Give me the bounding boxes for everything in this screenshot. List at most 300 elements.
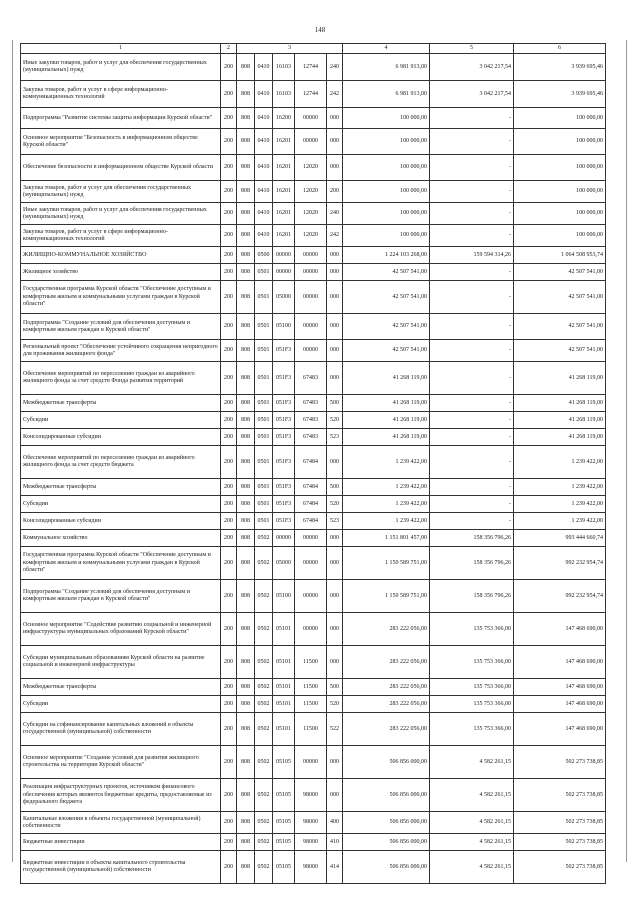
- code-program: 051F3: [273, 496, 295, 513]
- amount-executed: -: [430, 395, 514, 412]
- amount-approved: 1 151 801 457,00: [343, 530, 430, 547]
- amount-remaining: 147 468 690,00: [514, 713, 606, 746]
- code-division: 0501: [255, 513, 273, 530]
- code-program: 00000: [273, 264, 295, 281]
- code-expense-type: 000: [327, 746, 343, 779]
- row-name: Межбюджетные трансферты: [21, 679, 221, 696]
- code-direction: 67483: [295, 429, 327, 446]
- amount-remaining: 42 507 541,00: [514, 314, 606, 340]
- code-section: 200: [221, 713, 237, 746]
- code-section: 200: [221, 314, 237, 340]
- amount-remaining: 147 468 690,00: [514, 613, 606, 646]
- amount-remaining: 3 939 695,46: [514, 54, 606, 81]
- code-expense-type: 000: [327, 340, 343, 362]
- code-expense-type: 000: [327, 108, 343, 129]
- code-direction: 00000: [295, 281, 327, 314]
- row-name: Консолидированные субсидии: [21, 513, 221, 530]
- code-section: 200: [221, 81, 237, 108]
- code-direction: 00000: [295, 547, 327, 580]
- code-expense-type: 000: [327, 155, 343, 181]
- code-section: 200: [221, 446, 237, 479]
- code-section: 200: [221, 479, 237, 496]
- code-ministry: 808: [237, 713, 255, 746]
- amount-approved: 6 981 913,00: [343, 81, 430, 108]
- code-ministry: 808: [237, 129, 255, 155]
- table-row: [21, 108, 606, 129]
- code-section: 200: [221, 203, 237, 225]
- amount-executed: -: [430, 479, 514, 496]
- amount-executed: 158 356 796,26: [430, 580, 514, 613]
- amount-remaining: 42 507 541,00: [514, 264, 606, 281]
- amount-approved: 1 239 422,00: [343, 479, 430, 496]
- code-direction: 67483: [295, 412, 327, 429]
- amount-remaining: 100 000,00: [514, 155, 606, 181]
- table-row: [21, 613, 606, 646]
- amount-executed: -: [430, 496, 514, 513]
- code-ministry: 808: [237, 496, 255, 513]
- row-name: Основное мероприятие "Безопасность в информационном обществе Курской области": [21, 129, 221, 155]
- table-row: [21, 696, 606, 713]
- code-direction: 12744: [295, 54, 327, 81]
- table-row: [21, 225, 606, 247]
- row-name: Основное мероприятие "Содействие развитию социальной и инженерной инфраструктуры муниципальных образований Курской области": [21, 613, 221, 646]
- code-direction: 67484: [295, 446, 327, 479]
- code-program: 05101: [273, 613, 295, 646]
- amount-approved: 1 150 589 751,00: [343, 580, 430, 613]
- code-direction: 67484: [295, 496, 327, 513]
- code-direction: 98000: [295, 834, 327, 851]
- code-direction: 00000: [295, 580, 327, 613]
- code-section: 200: [221, 746, 237, 779]
- code-section: 200: [221, 646, 237, 679]
- code-section: 200: [221, 108, 237, 129]
- scan-left-edge: [12, 40, 13, 862]
- amount-remaining: 100 000,00: [514, 203, 606, 225]
- row-name: Жилищное хозяйство: [21, 264, 221, 281]
- table-row: [21, 203, 606, 225]
- code-direction: 11500: [295, 679, 327, 696]
- code-direction: 67484: [295, 479, 327, 496]
- code-ministry: 808: [237, 613, 255, 646]
- code-direction: 00000: [295, 530, 327, 547]
- code-program: 05000: [273, 281, 295, 314]
- amount-remaining: 100 000,00: [514, 108, 606, 129]
- row-name: Субсидии: [21, 412, 221, 429]
- code-division: 0502: [255, 613, 273, 646]
- code-division: 0502: [255, 779, 273, 812]
- amount-remaining: 41 268 119,00: [514, 412, 606, 429]
- code-ministry: 808: [237, 247, 255, 264]
- amount-approved: 100 000,00: [343, 155, 430, 181]
- code-ministry: 808: [237, 181, 255, 203]
- code-division: 0410: [255, 81, 273, 108]
- code-program: 16103: [273, 81, 295, 108]
- amount-remaining: 1 239 422,00: [514, 446, 606, 479]
- code-expense-type: 500: [327, 479, 343, 496]
- code-ministry: 808: [237, 362, 255, 395]
- amount-executed: 135 753 366,00: [430, 679, 514, 696]
- amount-remaining: 100 000,00: [514, 129, 606, 155]
- code-ministry: 808: [237, 446, 255, 479]
- row-name: Обеспечение безопасности в информационном обществе Курской области: [21, 155, 221, 181]
- amount-approved: 1 239 422,00: [343, 496, 430, 513]
- code-section: 200: [221, 580, 237, 613]
- amount-executed: -: [430, 108, 514, 129]
- table-row: [21, 314, 606, 340]
- row-name: Межбюджетные трансферты: [21, 479, 221, 496]
- amount-executed: 4 582 261,15: [430, 812, 514, 834]
- code-direction: 67484: [295, 513, 327, 530]
- code-section: 200: [221, 225, 237, 247]
- table-row: [21, 812, 606, 834]
- amount-executed: -: [430, 203, 514, 225]
- amount-executed: 135 753 366,00: [430, 713, 514, 746]
- row-name: Государственная программа Курской области "Обеспечение доступным и комфортным жильем и коммунальными услугами граждан в Курской области": [21, 547, 221, 580]
- table-row: [21, 530, 606, 547]
- table-row: [21, 851, 606, 884]
- code-ministry: 808: [237, 281, 255, 314]
- amount-executed: 4 582 261,15: [430, 834, 514, 851]
- code-ministry: 808: [237, 513, 255, 530]
- code-division: 0502: [255, 646, 273, 679]
- amount-executed: 3 042 217,54: [430, 54, 514, 81]
- amount-approved: 41 268 119,00: [343, 412, 430, 429]
- table-row: [21, 429, 606, 446]
- code-direction: 98000: [295, 812, 327, 834]
- amount-approved: 506 856 000,00: [343, 746, 430, 779]
- code-section: 200: [221, 613, 237, 646]
- amount-remaining: 42 507 541,00: [514, 281, 606, 314]
- amount-remaining: 1 239 422,00: [514, 479, 606, 496]
- code-section: 200: [221, 54, 237, 81]
- code-expense-type: 414: [327, 851, 343, 884]
- amount-executed: 4 582 261,15: [430, 746, 514, 779]
- code-section: 200: [221, 834, 237, 851]
- code-direction: 11500: [295, 713, 327, 746]
- code-program: 051F3: [273, 429, 295, 446]
- amount-approved: 506 856 000,00: [343, 779, 430, 812]
- table-row: [21, 513, 606, 530]
- row-name: Консолидированные субсидии: [21, 429, 221, 446]
- code-program: 05105: [273, 746, 295, 779]
- table-row: [21, 81, 606, 108]
- code-ministry: 808: [237, 746, 255, 779]
- code-expense-type: 242: [327, 81, 343, 108]
- code-division: 0501: [255, 395, 273, 412]
- amount-executed: 158 356 796,26: [430, 547, 514, 580]
- code-expense-type: 240: [327, 203, 343, 225]
- code-direction: 00000: [295, 314, 327, 340]
- code-expense-type: 410: [327, 834, 343, 851]
- budget-table: [20, 43, 606, 884]
- code-section: 200: [221, 779, 237, 812]
- table-row: [21, 362, 606, 395]
- amount-remaining: 992 232 954,74: [514, 580, 606, 613]
- code-expense-type: 000: [327, 281, 343, 314]
- amount-remaining: 100 000,00: [514, 225, 606, 247]
- code-program: 051F3: [273, 479, 295, 496]
- amount-executed: -: [430, 264, 514, 281]
- code-division: 0502: [255, 696, 273, 713]
- amount-executed: 135 753 366,00: [430, 646, 514, 679]
- code-program: 05100: [273, 314, 295, 340]
- code-expense-type: 000: [327, 646, 343, 679]
- amount-remaining: 993 444 660,74: [514, 530, 606, 547]
- row-name: Подпрограмма "Развитие системы защиты информации Курской области": [21, 108, 221, 129]
- code-division: 0502: [255, 547, 273, 580]
- code-program: 00000: [273, 247, 295, 264]
- code-direction: 00000: [295, 340, 327, 362]
- code-direction: 00000: [295, 247, 327, 264]
- code-section: 200: [221, 851, 237, 884]
- code-division: 0501: [255, 412, 273, 429]
- code-program: 05105: [273, 779, 295, 812]
- code-program: 05101: [273, 696, 295, 713]
- code-direction: 67483: [295, 395, 327, 412]
- code-program: 05101: [273, 646, 295, 679]
- code-ministry: 808: [237, 81, 255, 108]
- amount-executed: 159 594 314,26: [430, 247, 514, 264]
- amount-executed: 135 753 366,00: [430, 696, 514, 713]
- code-program: 051F3: [273, 395, 295, 412]
- code-ministry: 808: [237, 203, 255, 225]
- table-row: [21, 547, 606, 580]
- code-section: 200: [221, 340, 237, 362]
- code-division: 0501: [255, 429, 273, 446]
- table-row: [21, 746, 606, 779]
- row-name: Субсидии: [21, 696, 221, 713]
- code-division: 0502: [255, 530, 273, 547]
- code-program: 05101: [273, 679, 295, 696]
- code-ministry: 808: [237, 851, 255, 884]
- code-section: 200: [221, 547, 237, 580]
- code-direction: 00000: [295, 746, 327, 779]
- code-expense-type: 520: [327, 496, 343, 513]
- table-row: [21, 54, 606, 81]
- amount-executed: -: [430, 446, 514, 479]
- row-name: Коммунальное хозяйство: [21, 530, 221, 547]
- code-direction: 67483: [295, 362, 327, 395]
- code-ministry: 808: [237, 479, 255, 496]
- table-row: [21, 580, 606, 613]
- code-division: 0501: [255, 362, 273, 395]
- code-program: 16201: [273, 203, 295, 225]
- row-name: Иные закупки товаров, работ и услуг для обеспечения государственных (муниципальных) нужд: [21, 54, 221, 81]
- code-ministry: 808: [237, 696, 255, 713]
- code-section: 200: [221, 812, 237, 834]
- code-division: 0502: [255, 812, 273, 834]
- amount-approved: 283 222 056,00: [343, 713, 430, 746]
- code-program: 051F3: [273, 513, 295, 530]
- table-row: [21, 446, 606, 479]
- code-section: 200: [221, 429, 237, 446]
- code-ministry: 808: [237, 314, 255, 340]
- code-ministry: 808: [237, 225, 255, 247]
- code-section: 200: [221, 362, 237, 395]
- table-row: [21, 264, 606, 281]
- amount-approved: 283 222 056,00: [343, 679, 430, 696]
- amount-approved: 41 268 119,00: [343, 395, 430, 412]
- code-ministry: 808: [237, 580, 255, 613]
- header-col-2: 2: [221, 44, 237, 54]
- row-name: Субсидии муниципальным образованиям Курской области на развитие социальной и инженерной инфраструктуры: [21, 646, 221, 679]
- code-ministry: 808: [237, 429, 255, 446]
- amount-approved: 6 981 913,00: [343, 54, 430, 81]
- amount-executed: 4 582 261,15: [430, 851, 514, 884]
- code-program: 051F3: [273, 362, 295, 395]
- table-row: [21, 646, 606, 679]
- code-division: 0501: [255, 340, 273, 362]
- code-ministry: 808: [237, 646, 255, 679]
- code-section: 200: [221, 395, 237, 412]
- row-name: Обеспечение мероприятий по переселению граждан из аварийного жилищного фонда за счет средств Фонда развития территорий: [21, 362, 221, 395]
- code-program: 05105: [273, 851, 295, 884]
- code-expense-type: 000: [327, 446, 343, 479]
- code-ministry: 808: [237, 412, 255, 429]
- code-section: 200: [221, 155, 237, 181]
- table-row: [21, 713, 606, 746]
- amount-executed: -: [430, 314, 514, 340]
- row-name: Обеспечение мероприятий по переселению граждан из аварийного жилищного фонда за счет средств бюджета: [21, 446, 221, 479]
- code-expense-type: 000: [327, 314, 343, 340]
- code-section: 200: [221, 281, 237, 314]
- table-row: [21, 412, 606, 429]
- amount-executed: -: [430, 429, 514, 446]
- amount-approved: 1 224 103 268,00: [343, 247, 430, 264]
- code-direction: 12020: [295, 203, 327, 225]
- amount-remaining: 502 273 738,85: [514, 746, 606, 779]
- code-program: 16103: [273, 54, 295, 81]
- code-ministry: 808: [237, 54, 255, 81]
- code-ministry: 808: [237, 812, 255, 834]
- header-col-5: 5: [430, 44, 514, 54]
- amount-remaining: 502 273 738,85: [514, 812, 606, 834]
- code-section: 200: [221, 181, 237, 203]
- amount-approved: 41 268 119,00: [343, 429, 430, 446]
- header-col-4: 4: [343, 44, 430, 54]
- table-row: [21, 395, 606, 412]
- row-name: Подпрограмма "Создание условий для обеспечения доступным и комфортным жильем граждан в Курской области": [21, 580, 221, 613]
- row-name: ЖИЛИЩНО-КОММУНАЛЬНОЕ ХОЗЯЙСТВО: [21, 247, 221, 264]
- code-direction: 12020: [295, 225, 327, 247]
- amount-approved: 100 000,00: [343, 181, 430, 203]
- amount-remaining: 502 273 738,85: [514, 779, 606, 812]
- code-division: 0410: [255, 54, 273, 81]
- code-direction: 12020: [295, 155, 327, 181]
- code-expense-type: 520: [327, 696, 343, 713]
- code-expense-type: 000: [327, 547, 343, 580]
- amount-remaining: 41 268 119,00: [514, 395, 606, 412]
- header-col-3: 3: [237, 44, 343, 54]
- code-program: 05105: [273, 812, 295, 834]
- code-division: 0410: [255, 155, 273, 181]
- amount-approved: 42 507 541,00: [343, 264, 430, 281]
- code-direction: 98000: [295, 779, 327, 812]
- code-division: 0501: [255, 496, 273, 513]
- code-division: 0410: [255, 108, 273, 129]
- table-row: [21, 281, 606, 314]
- code-program: 16201: [273, 129, 295, 155]
- amount-executed: -: [430, 340, 514, 362]
- amount-approved: 100 000,00: [343, 225, 430, 247]
- code-direction: 12744: [295, 81, 327, 108]
- amount-remaining: 992 232 954,74: [514, 547, 606, 580]
- code-expense-type: 522: [327, 713, 343, 746]
- amount-remaining: 147 468 690,00: [514, 646, 606, 679]
- amount-remaining: 41 268 119,00: [514, 429, 606, 446]
- code-ministry: 808: [237, 834, 255, 851]
- table-row: [21, 679, 606, 696]
- code-expense-type: 523: [327, 429, 343, 446]
- row-name: Закупка товаров, работ и услуг в сфере информационно-коммуникационных технологий: [21, 225, 221, 247]
- code-ministry: 808: [237, 340, 255, 362]
- amount-approved: 283 222 056,00: [343, 613, 430, 646]
- table-row: [21, 479, 606, 496]
- code-section: 200: [221, 513, 237, 530]
- code-division: 0502: [255, 746, 273, 779]
- code-division: 0501: [255, 264, 273, 281]
- code-expense-type: 000: [327, 247, 343, 264]
- amount-executed: -: [430, 129, 514, 155]
- code-section: 200: [221, 496, 237, 513]
- amount-remaining: 147 468 690,00: [514, 696, 606, 713]
- amount-executed: -: [430, 362, 514, 395]
- header-col-1: 1: [21, 44, 221, 54]
- code-division: 0410: [255, 203, 273, 225]
- amount-approved: 506 856 000,00: [343, 834, 430, 851]
- code-ministry: 808: [237, 530, 255, 547]
- code-direction: 00000: [295, 613, 327, 646]
- row-name: Субсидии: [21, 496, 221, 513]
- code-division: 0501: [255, 446, 273, 479]
- code-division: 0410: [255, 181, 273, 203]
- code-direction: 00000: [295, 264, 327, 281]
- table-row: [21, 155, 606, 181]
- amount-executed: -: [430, 281, 514, 314]
- amount-remaining: 42 507 541,00: [514, 340, 606, 362]
- code-program: 051F3: [273, 446, 295, 479]
- amount-executed: -: [430, 225, 514, 247]
- amount-approved: 100 000,00: [343, 129, 430, 155]
- table-row: [21, 340, 606, 362]
- code-division: 0501: [255, 479, 273, 496]
- code-ministry: 808: [237, 155, 255, 181]
- code-expense-type: 400: [327, 812, 343, 834]
- amount-executed: 4 582 261,15: [430, 779, 514, 812]
- code-program: 05100: [273, 580, 295, 613]
- amount-remaining: 502 273 738,85: [514, 851, 606, 884]
- code-division: 0502: [255, 713, 273, 746]
- code-section: 200: [221, 129, 237, 155]
- code-expense-type: 523: [327, 513, 343, 530]
- amount-approved: 506 856 000,00: [343, 851, 430, 884]
- code-direction: 12020: [295, 181, 327, 203]
- code-expense-type: 000: [327, 264, 343, 281]
- code-expense-type: 000: [327, 613, 343, 646]
- amount-remaining: 41 268 119,00: [514, 362, 606, 395]
- amount-approved: 1 239 422,00: [343, 513, 430, 530]
- code-direction: 00000: [295, 129, 327, 155]
- code-direction: 98000: [295, 851, 327, 884]
- code-division: 0410: [255, 129, 273, 155]
- amount-approved: 42 507 541,00: [343, 340, 430, 362]
- amount-executed: -: [430, 412, 514, 429]
- amount-executed: 158 356 796,26: [430, 530, 514, 547]
- code-division: 0502: [255, 851, 273, 884]
- code-expense-type: 500: [327, 679, 343, 696]
- amount-approved: 1 150 589 751,00: [343, 547, 430, 580]
- code-expense-type: 520: [327, 412, 343, 429]
